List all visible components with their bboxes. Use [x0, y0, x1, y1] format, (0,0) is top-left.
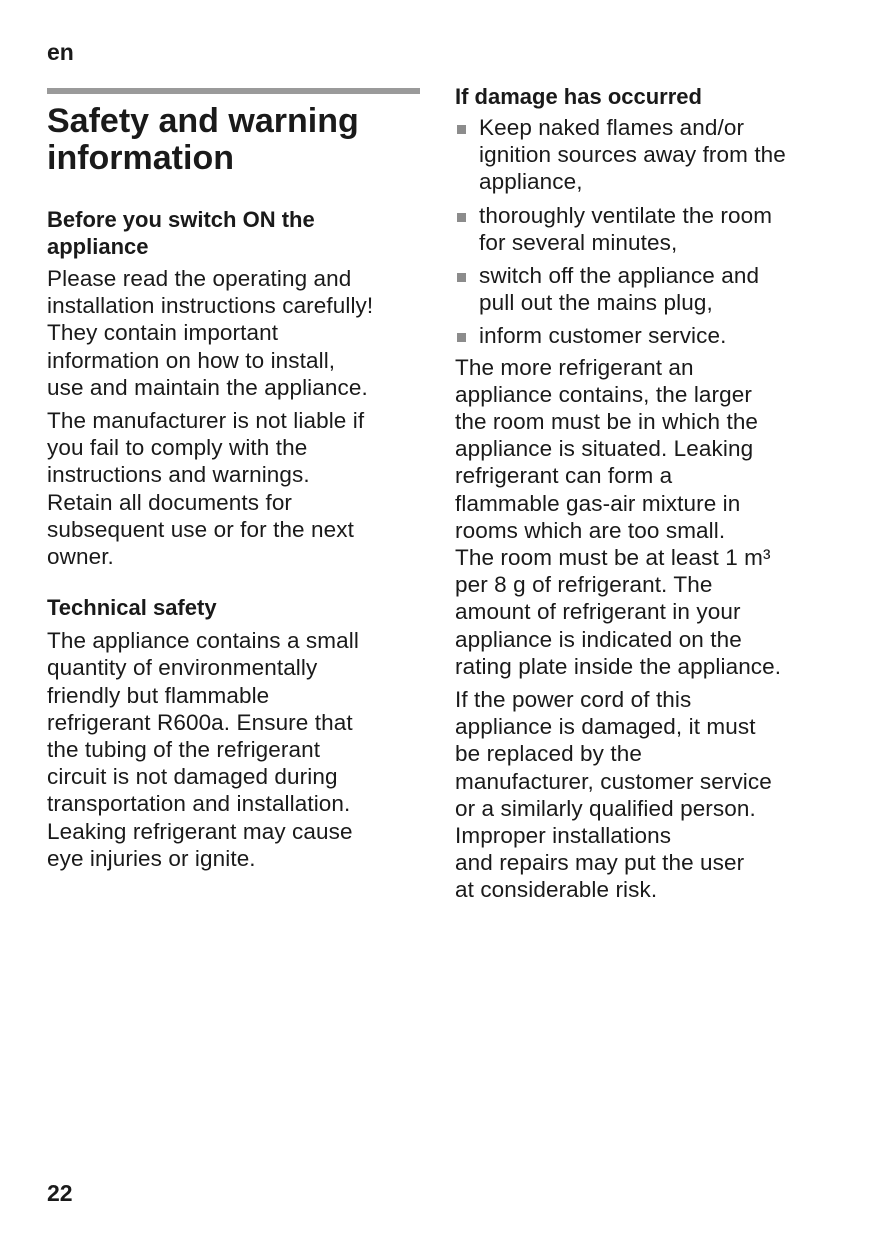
text-line: the tubing of the refrigerant [47, 737, 321, 763]
left-column [47, 88, 420, 872]
text-line: Please read the operating and [47, 266, 352, 291]
text-line: circuit is not damaged during [47, 764, 338, 790]
text-line: flammable gas-air mixture in [455, 490, 741, 516]
text-line: ignition sources away from the [479, 142, 786, 168]
text-line: friendly but flammable [47, 682, 270, 708]
heading-line: Before you switch ON the [47, 207, 315, 232]
text-line: Keep naked flames and/or [479, 115, 745, 140]
text-line: inform customer service. [479, 323, 727, 349]
list-item-text [479, 202, 840, 256]
text-line: The appliance contains a small [47, 628, 359, 654]
text-line: appliance is damaged, it must [455, 714, 756, 740]
text-line: pull out the mains plug, [479, 290, 713, 316]
paragraph-power-cord [455, 686, 840, 904]
text-line: installation instructions carefully! [47, 293, 374, 319]
text-line: Improper installations [455, 823, 672, 849]
text-line: appliance is situated. Leaking [455, 436, 754, 462]
text-line: rating plate inside the appliance. [455, 653, 782, 679]
text-line: amount of refrigerant in your [455, 599, 741, 625]
square-bullet-icon [457, 273, 466, 282]
text-line: refrigerant R600a. Ensure that [47, 709, 353, 735]
list-item [455, 114, 840, 196]
text-line: appliance, [479, 169, 583, 195]
right-column [455, 83, 840, 904]
square-bullet-icon [457, 333, 466, 342]
paragraph-manufacturer-liability [47, 407, 420, 570]
text-line: for several minutes, [479, 229, 678, 255]
text-line: switch off the appliance and [479, 263, 760, 289]
text-line: be replaced by the [455, 741, 642, 767]
text-line: at considerable risk. [455, 877, 658, 903]
paragraph-read-instructions [47, 265, 420, 401]
list-item [455, 262, 840, 316]
text-line: transportation and installation. [47, 791, 351, 817]
list-item-text [479, 262, 840, 316]
text-line: The manufacturer is not liable if [47, 408, 365, 434]
text-line: The more refrigerant an [455, 354, 694, 380]
list-item [455, 202, 840, 256]
page-title [47, 103, 420, 177]
damage-bullet-list [455, 114, 840, 350]
text-line: refrigerant can form a [455, 463, 673, 489]
text-line: and repairs may put the user [455, 850, 745, 876]
text-line: manufacturer, customer service [455, 768, 772, 794]
text-line: you fail to comply with the [47, 435, 308, 461]
text-line: appliance is indicated on the [455, 626, 742, 652]
text-line: the room must be in which the [455, 409, 759, 435]
text-line: The room must be at least 1 m³ [455, 545, 771, 571]
text-line: instructions and warnings. [47, 462, 310, 488]
text-line: thoroughly ventilate the room [479, 202, 773, 228]
section-divider [47, 88, 420, 94]
text-line: information on how to install, [47, 347, 336, 373]
text-line: They contain important [47, 320, 279, 346]
square-bullet-icon [457, 213, 466, 222]
list-item-text [479, 322, 840, 349]
text-line: owner. [47, 544, 114, 570]
heading-line: appliance [47, 234, 149, 259]
text-line: or a similarly qualified person. [455, 795, 756, 821]
text-line: appliance contains, the larger [455, 381, 752, 407]
title-line: information [47, 139, 234, 177]
heading-technical-safety: Technical safety [47, 595, 217, 621]
list-item [455, 322, 840, 349]
text-line: If the power cord of this [455, 687, 692, 713]
language-code: en [47, 39, 74, 65]
text-line: Leaking refrigerant may cause [47, 818, 353, 844]
text-line: quantity of environmentally [47, 655, 318, 681]
text-line: subsequent use or for the next [47, 516, 354, 542]
text-line: rooms which are too small. [455, 517, 726, 543]
text-line: per 8 g of refrigerant. The [455, 572, 713, 598]
list-item-text [479, 114, 840, 196]
square-bullet-icon [457, 125, 466, 134]
heading-if-damage: If damage has occurred [455, 84, 702, 109]
paragraph-refrigerant-room-size [455, 354, 840, 680]
title-line: Safety and warning [47, 102, 359, 140]
text-line: Retain all documents for [47, 489, 293, 515]
page-number: 22 [47, 1180, 73, 1206]
paragraph-technical-safety [47, 627, 420, 872]
text-line: eye injuries or ignite. [47, 845, 256, 871]
text-line: use and maintain the appliance. [47, 374, 368, 400]
heading-before-switch-on [47, 206, 420, 260]
